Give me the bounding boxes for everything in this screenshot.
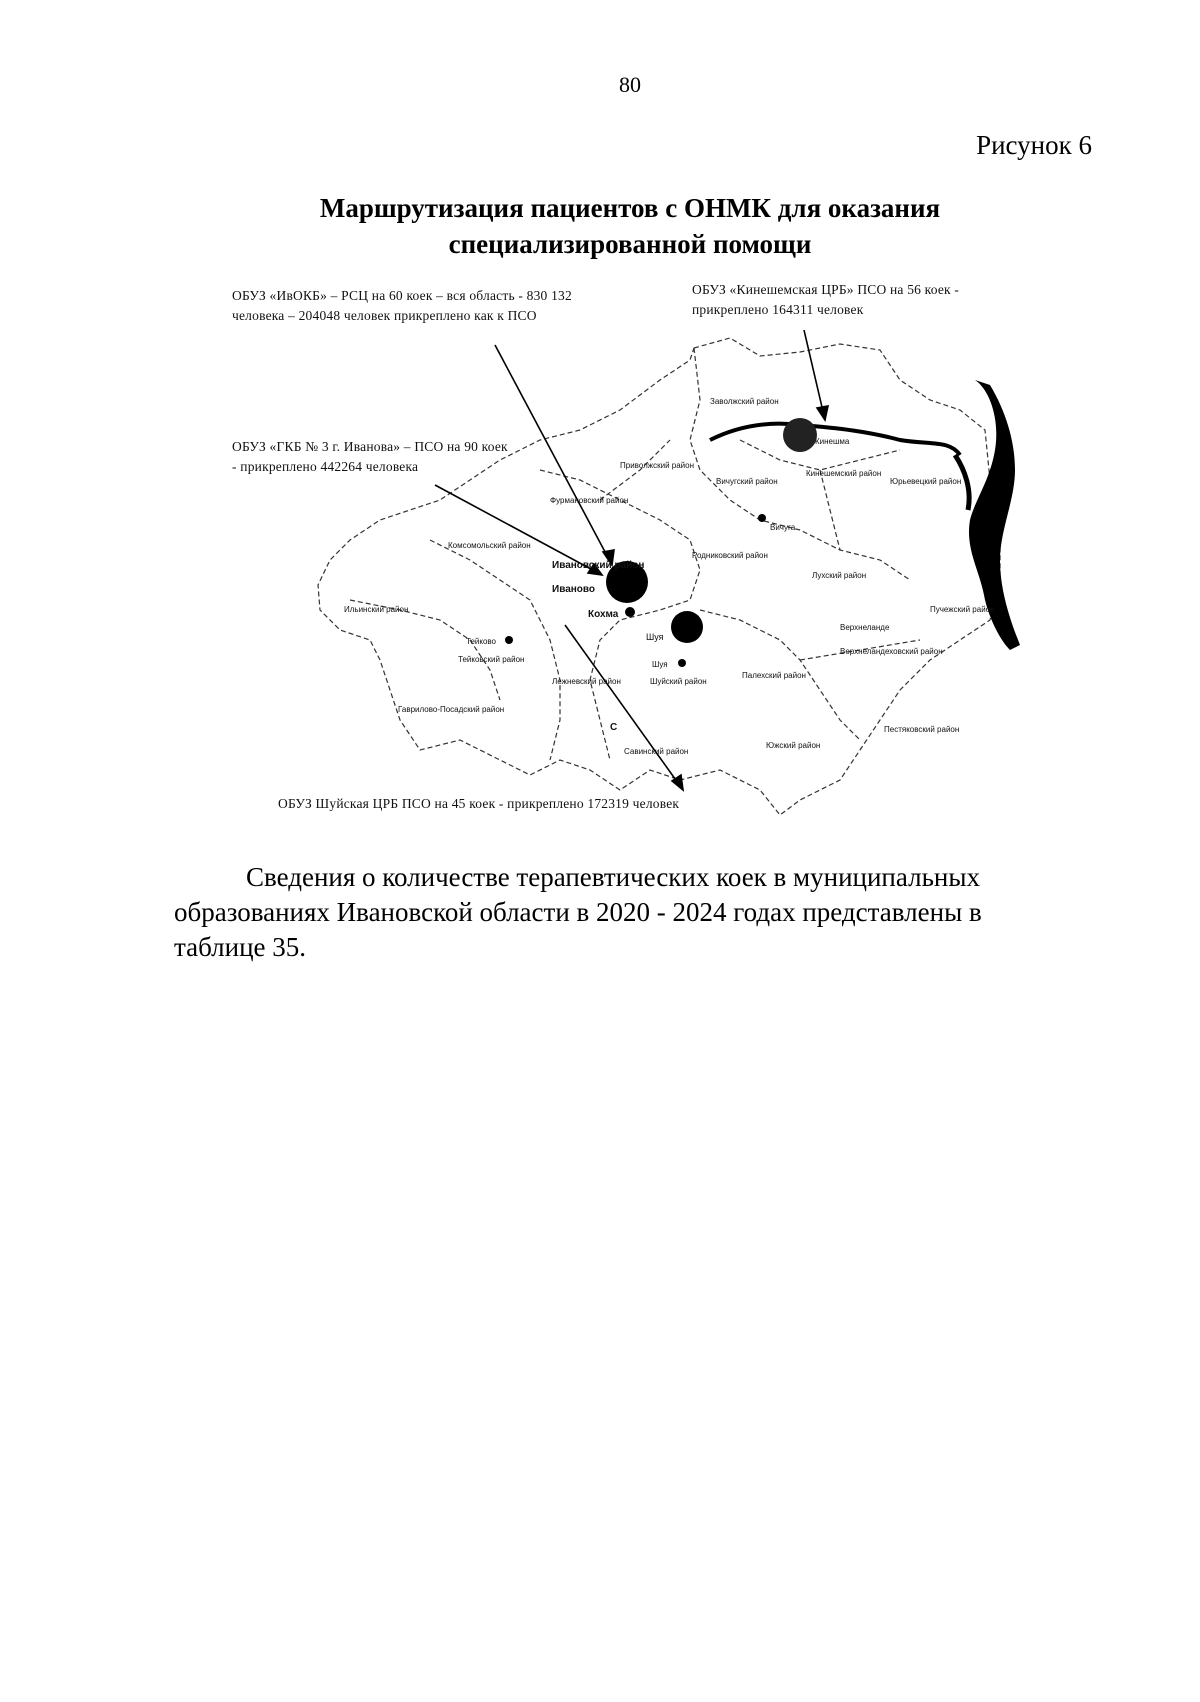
teikovo-dot (505, 636, 513, 644)
label-yurievetsky: Юрьевецкий район (890, 477, 962, 486)
label-privolzhsky: Приволжский район (620, 461, 695, 470)
shuya-circle (671, 611, 703, 643)
label-komsomolsky: Комсомольский район (448, 541, 531, 550)
label-vichugsky: Вичугский район (716, 477, 778, 486)
callout-gkb3: ОБУЗ «ГКБ № 3 г. Иванова» – ПСО на 90 коек - прикреплено 442264 человека (232, 439, 508, 474)
callout-ivokb: ОБУЗ «ИвОКБ» – РСЦ на 60 коек – вся область - 830 132 человека – 204048 человек прикреплено как к ПСО (232, 288, 572, 323)
label-shuya: Шуя (652, 660, 668, 669)
border-west-center (430, 540, 560, 760)
arrow-ivokb (495, 345, 612, 565)
label-palekhsky: Палехский район (742, 671, 806, 680)
label-teikovsky: Тейковский район (458, 655, 525, 664)
shuya-dot (678, 659, 686, 667)
label-gavrilovo: Гаврилово-Посадский район (398, 705, 505, 714)
figure-label: Рисунок 6 (976, 130, 1092, 160)
label-shu-fragment: Шуя (646, 632, 664, 642)
label-kineshma: Кинешма (815, 437, 850, 446)
label-s: С (610, 722, 618, 733)
callout-shuya-crb: ОБУЗ Шуйская ЦРБ ПСО на 45 коек - прикреплено 172319 человек (278, 796, 680, 811)
arrow-kineshma-head (817, 406, 828, 420)
arrow-shuya (565, 625, 683, 790)
border-southwest (350, 600, 500, 700)
figure-title-line2: специализированной помощи (448, 229, 812, 259)
body-paragraph (174, 860, 1054, 965)
border-furmanov (600, 440, 670, 500)
label-ilyinsky: Ильинский район (344, 605, 409, 614)
label-puchezhsky: Пучежский район (930, 605, 995, 614)
border-east (690, 348, 910, 580)
label-vichuga: Вичуга (770, 523, 796, 532)
callout-kineshma-crb: ОБУЗ «Кинешемская ЦРБ» ПСО на 56 коек - прикреплено 164311 человек (692, 282, 960, 317)
label-verkhnelandekhovsky: Верхнеландеховский район (840, 647, 943, 656)
vichuga-dot (758, 514, 766, 522)
label-savinsky: Савинский район (624, 747, 689, 756)
label-kokhma: Кохма (588, 609, 619, 620)
label-teikovo: Тейково (466, 637, 497, 646)
label-kineshemsky: Кинешемский район (806, 469, 882, 478)
page-number: 80 (619, 72, 641, 97)
border-lukh (820, 470, 840, 550)
label-pestyakovsky: Пестяковский район (884, 725, 960, 734)
paragraph-text: Сведения о количестве терапевтических коек в муниципальных образованиях Ивановской области в 2020 - 2024 годах представлены в таблице 35. (174, 862, 982, 962)
label-ivanovsky: Ивановский район (552, 560, 645, 571)
label-furmanovsky: Фурмановский район (550, 496, 629, 505)
label-shuisky: Шуйский район (650, 677, 707, 686)
figure-title-line1: Маршрутизация пациентов с ОНМК для оказания (319, 193, 941, 223)
border-center (540, 470, 700, 760)
district-borders (318, 338, 1000, 815)
kineshma-circle (783, 418, 817, 452)
label-rodnikovsky: Родниковский район (692, 551, 768, 560)
label-lukhsky: Лухский район (812, 571, 867, 580)
label-verkhnelandekh: Верхнеланде (840, 623, 890, 632)
label-lezhnevsky: Лежневский район (552, 677, 621, 686)
oblast-outline (318, 338, 1000, 815)
label-ivanovo: Иваново (552, 584, 596, 595)
kokhma-dot (625, 607, 635, 617)
label-yuzhsky: Южский район (766, 741, 821, 750)
label-zavolzhsky: Заволжский район (710, 397, 779, 406)
